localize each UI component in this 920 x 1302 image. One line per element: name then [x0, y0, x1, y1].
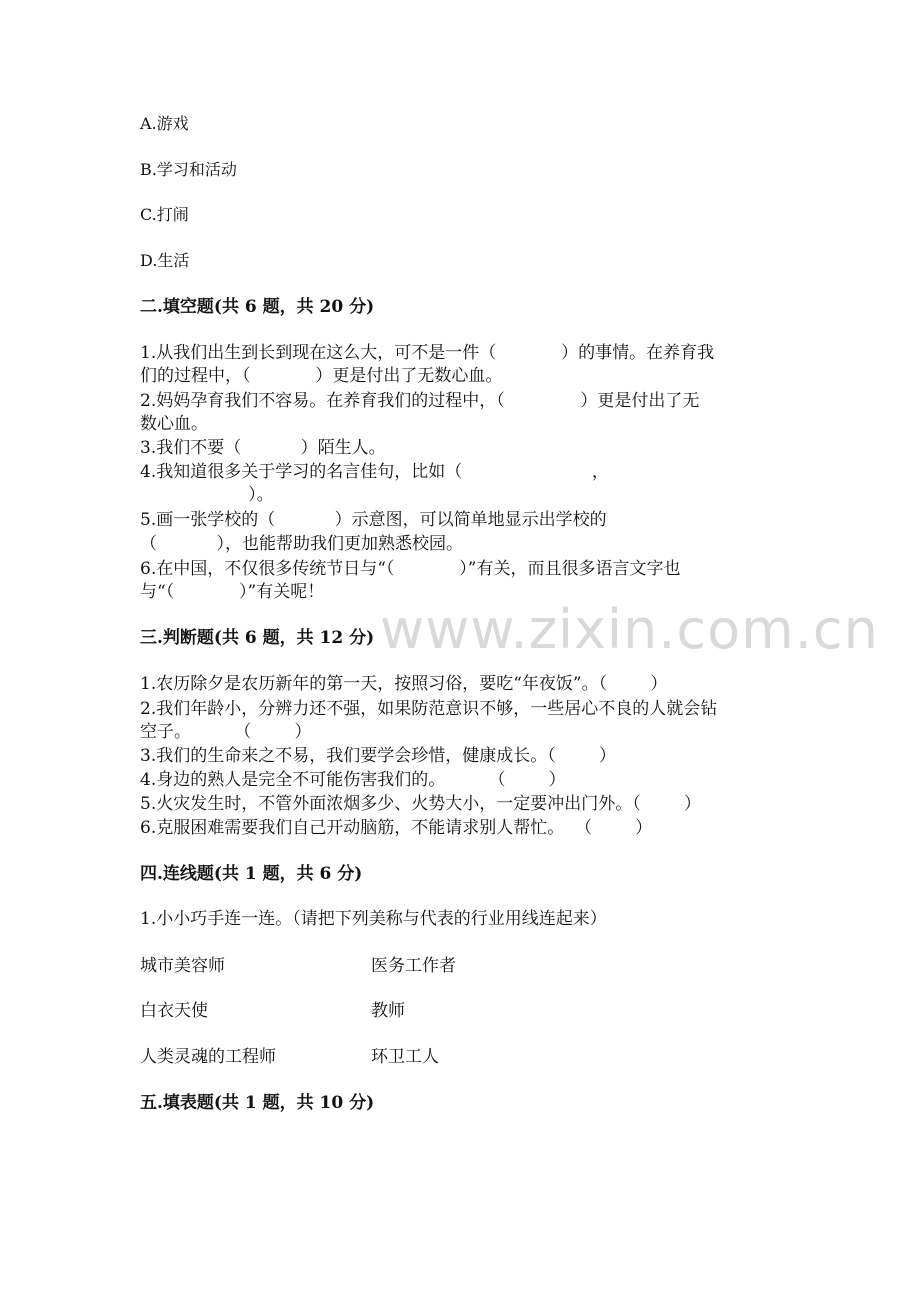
match-question: 1.小小巧手连一连。（请把下列美称与代表的行业用线连起来）: [140, 909, 607, 929]
option-c: C.打闹: [140, 205, 189, 224]
judge-q6: 6.克服困难需要我们自己开动脑筋，不能请求别人帮忙。 （ ）: [140, 818, 653, 838]
section-5-title: 五.填表题(共 1 题，共 10 分): [140, 1093, 375, 1113]
option-b: B.学习和活动: [140, 160, 237, 179]
fill-q2-line2: 数心血。: [140, 414, 208, 434]
fill-q4-line2: ）。: [140, 485, 274, 505]
match-left-2: 白衣天使: [140, 1001, 208, 1021]
fill-q6-line1: 6.在中国，不仅很多传统节日与“（ ）”有关，而且很多语言文字也: [140, 559, 681, 579]
fill-q4-line1: 4.我知道很多关于学习的名言佳句，比如（ ，: [140, 462, 609, 482]
fill-q5-line1: 5.画一张学校的（ ）示意图，可以简单地显示出学校的: [140, 510, 607, 530]
match-left-3: 人类灵魂的工程师: [140, 1047, 276, 1067]
judge-q3: 3.我们的生命来之不易，我们要学会珍惜，健康成长。（ ）: [140, 746, 616, 766]
fill-q3: 3.我们不要（ ）陌生人。: [140, 438, 386, 458]
match-left-1: 城市美容师: [140, 956, 225, 976]
fill-q5-line2: （ ），也能帮助我们更加熟悉校园。: [140, 534, 463, 554]
judge-q1: 1.农历除夕是农历新年的第一天，按照习俗，要吃“年夜饭”。（ ）: [140, 674, 668, 694]
section-4-title: 四.连线题(共 1 题，共 6 分): [140, 864, 363, 884]
judge-q4: 4.身边的熟人是完全不可能伤害我们的。 （ ）: [140, 770, 566, 790]
judge-q5: 5.火灾发生时，不管外面浓烟多少、火势大小，一定要冲出门外。（ ）: [140, 794, 701, 814]
match-right-2: 教师: [371, 1001, 405, 1021]
option-a: A.游戏: [140, 114, 189, 133]
fill-q1-line2: 们的过程中，（ ）更是付出了无数心血。: [140, 366, 503, 386]
section-3-title: 三.判断题(共 6 题，共 12 分): [140, 628, 375, 648]
judge-q2-line2: 空子。 （ ）: [140, 722, 312, 742]
fill-q1-line1: 1.从我们出生到长到现在这么大，可不是一件（ ）的事情。在养育我: [140, 343, 715, 363]
watermark-text: www.zixin.com.cn: [380, 598, 879, 661]
judge-q2-line1: 2.我们年龄小，分辨力还不强，如果防范意识不够，一些居心不良的人就会钻: [140, 699, 718, 719]
option-d: D.生活: [140, 251, 190, 270]
fill-q6-line2: 与“（ ）”有关呢！: [140, 582, 325, 602]
match-right-1: 医务工作者: [371, 956, 456, 976]
match-right-3: 环卫工人: [371, 1047, 439, 1067]
section-2-title: 二.填空题(共 6 题，共 20 分): [140, 297, 375, 317]
fill-q2-line1: 2.妈妈孕育我们不容易。在养育我们的过程中，（ ）更是付出了无: [140, 391, 700, 411]
